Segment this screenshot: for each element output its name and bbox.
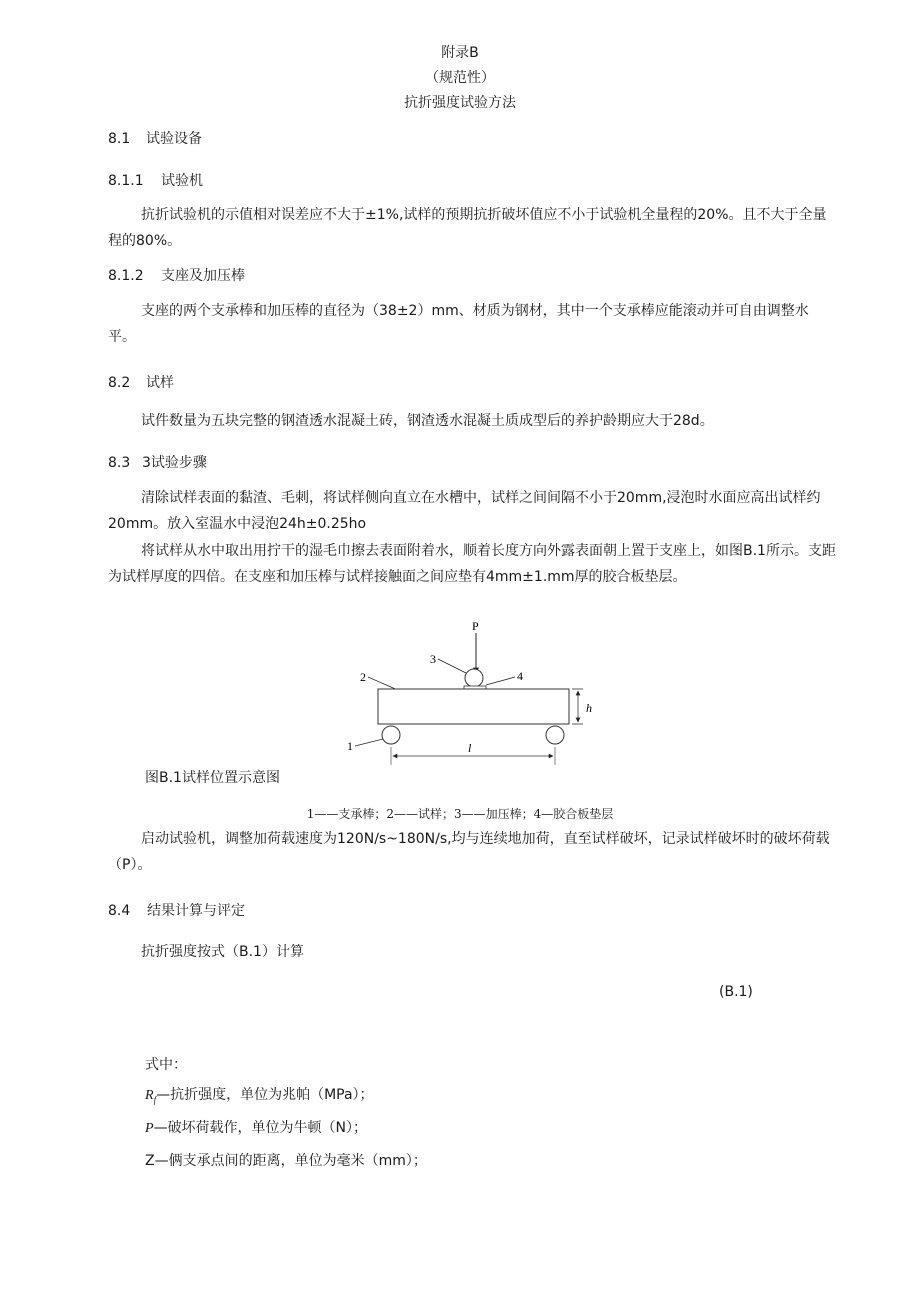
p-description: —破坏荷载作，单位为牛顿（N）； — [153, 1120, 368, 1136]
section-8-1-2-heading — [108, 265, 245, 285]
appendix-title: 抗折强度试验方法 — [404, 95, 516, 111]
load-p-label: P — [472, 619, 479, 633]
support-rod-right — [546, 726, 564, 744]
label-l: l — [468, 741, 472, 755]
appendix-nature: （规范性） — [425, 70, 495, 86]
section-8-1-2-text: 支座的两个支承棒和加压棒的直径为（38±2）mm、材质为钢材，其中一个支承棒应能滚动并可自由调整水平。 — [108, 303, 809, 345]
section-8-3-text-1: 清除试样表面的黏渣、毛刺，将试样侧向直立在水槽中，试样之间间隔不小于20mm,浸泡时水面应高出试样约20mm。放入室温水中浸泡24h±0.25ho — [108, 490, 821, 532]
section-title: 支座及加压棒 — [161, 268, 245, 284]
where-intro: 式中： — [145, 1057, 187, 1073]
section-8-3-text-2: 将试样从水中取出用拧干的湿毛巾擦去表面附着水，顺着长度方向外露表面朝上置于支座上，如图B.1所示。支距为试样厚度的四倍。在支座和加压棒与试样接触面之间应垫有4mm±1.mm厚的胶合板垫层。 — [108, 543, 836, 585]
label-4: 4 — [517, 669, 523, 683]
test-setup-figure — [340, 615, 620, 770]
label-1: 1 — [347, 739, 353, 753]
label-3: 3 — [430, 652, 436, 666]
specimen — [378, 689, 569, 724]
rf-subscript: f — [153, 1094, 157, 1105]
appendix-label: 附录B — [441, 45, 479, 61]
section-8-2-text: 试件数量为五块完整的钢渣透水混凝土砖，钢渣透水混凝土质成型后的养护龄期应大于28d。 — [141, 413, 714, 429]
section-number: 8.3 — [108, 455, 131, 471]
leader-1 — [355, 739, 383, 746]
leader-3 — [438, 659, 466, 673]
label-2: 2 — [360, 670, 366, 684]
figure-legend: 1——支承棒；2——试样；3——加压棒；4—胶合板垫层 — [306, 807, 614, 821]
where-p — [145, 1117, 367, 1137]
section-title: 试样 — [146, 375, 174, 391]
section-8-3-heading — [108, 452, 207, 472]
section-number: 8.4 — [108, 903, 131, 919]
loading-rod — [465, 669, 483, 687]
section-number: 8.1.1 — [108, 173, 144, 189]
section-8-1-1-heading — [108, 170, 203, 190]
rf-description: —抗折强度，单位为兆帕（MPa）； — [156, 1087, 374, 1103]
p-symbol: P — [145, 1121, 154, 1136]
section-title: 结果计算与评定 — [147, 903, 245, 919]
section-title: 3试验步骤 — [142, 455, 207, 471]
section-8-4-heading — [108, 900, 245, 920]
section-title: 试验机 — [161, 173, 203, 189]
label-h: h — [586, 701, 592, 715]
section-number: 8.2 — [108, 375, 131, 391]
formula-intro: 抗折强度按式（B.1）计算 — [141, 944, 304, 960]
leader-4 — [486, 677, 515, 685]
section-number: 8.1 — [108, 131, 131, 147]
section-number: 8.1.2 — [108, 268, 144, 284]
where-rf — [145, 1084, 374, 1105]
section-title: 试验设备 — [146, 131, 202, 147]
section-8-1-heading — [108, 128, 202, 148]
equation-label: (B.1) — [719, 984, 753, 1000]
section-8-1-1-text: 抗折试验机的示值相对误差应不大于±1%,试样的预期抗折破坏值应不小于试验机全量程的20%。且不大于全量程的80%。 — [108, 207, 827, 249]
figure-caption: 图B.1试样位置示意图 — [145, 770, 280, 786]
section-8-2-heading — [108, 372, 174, 392]
section-8-3-text-3: 启动试验机，调整加荷载速度为120N∕s~180N∕s,均与连续地加荷，直至试样破坏，记录试样破坏时的破坏荷载（P）。 — [108, 831, 830, 873]
support-rod-left — [382, 726, 400, 744]
rf-symbol: R — [145, 1088, 154, 1103]
where-z: Z—俩支承点间的距离，单位为毫米（mm）； — [145, 1153, 427, 1169]
